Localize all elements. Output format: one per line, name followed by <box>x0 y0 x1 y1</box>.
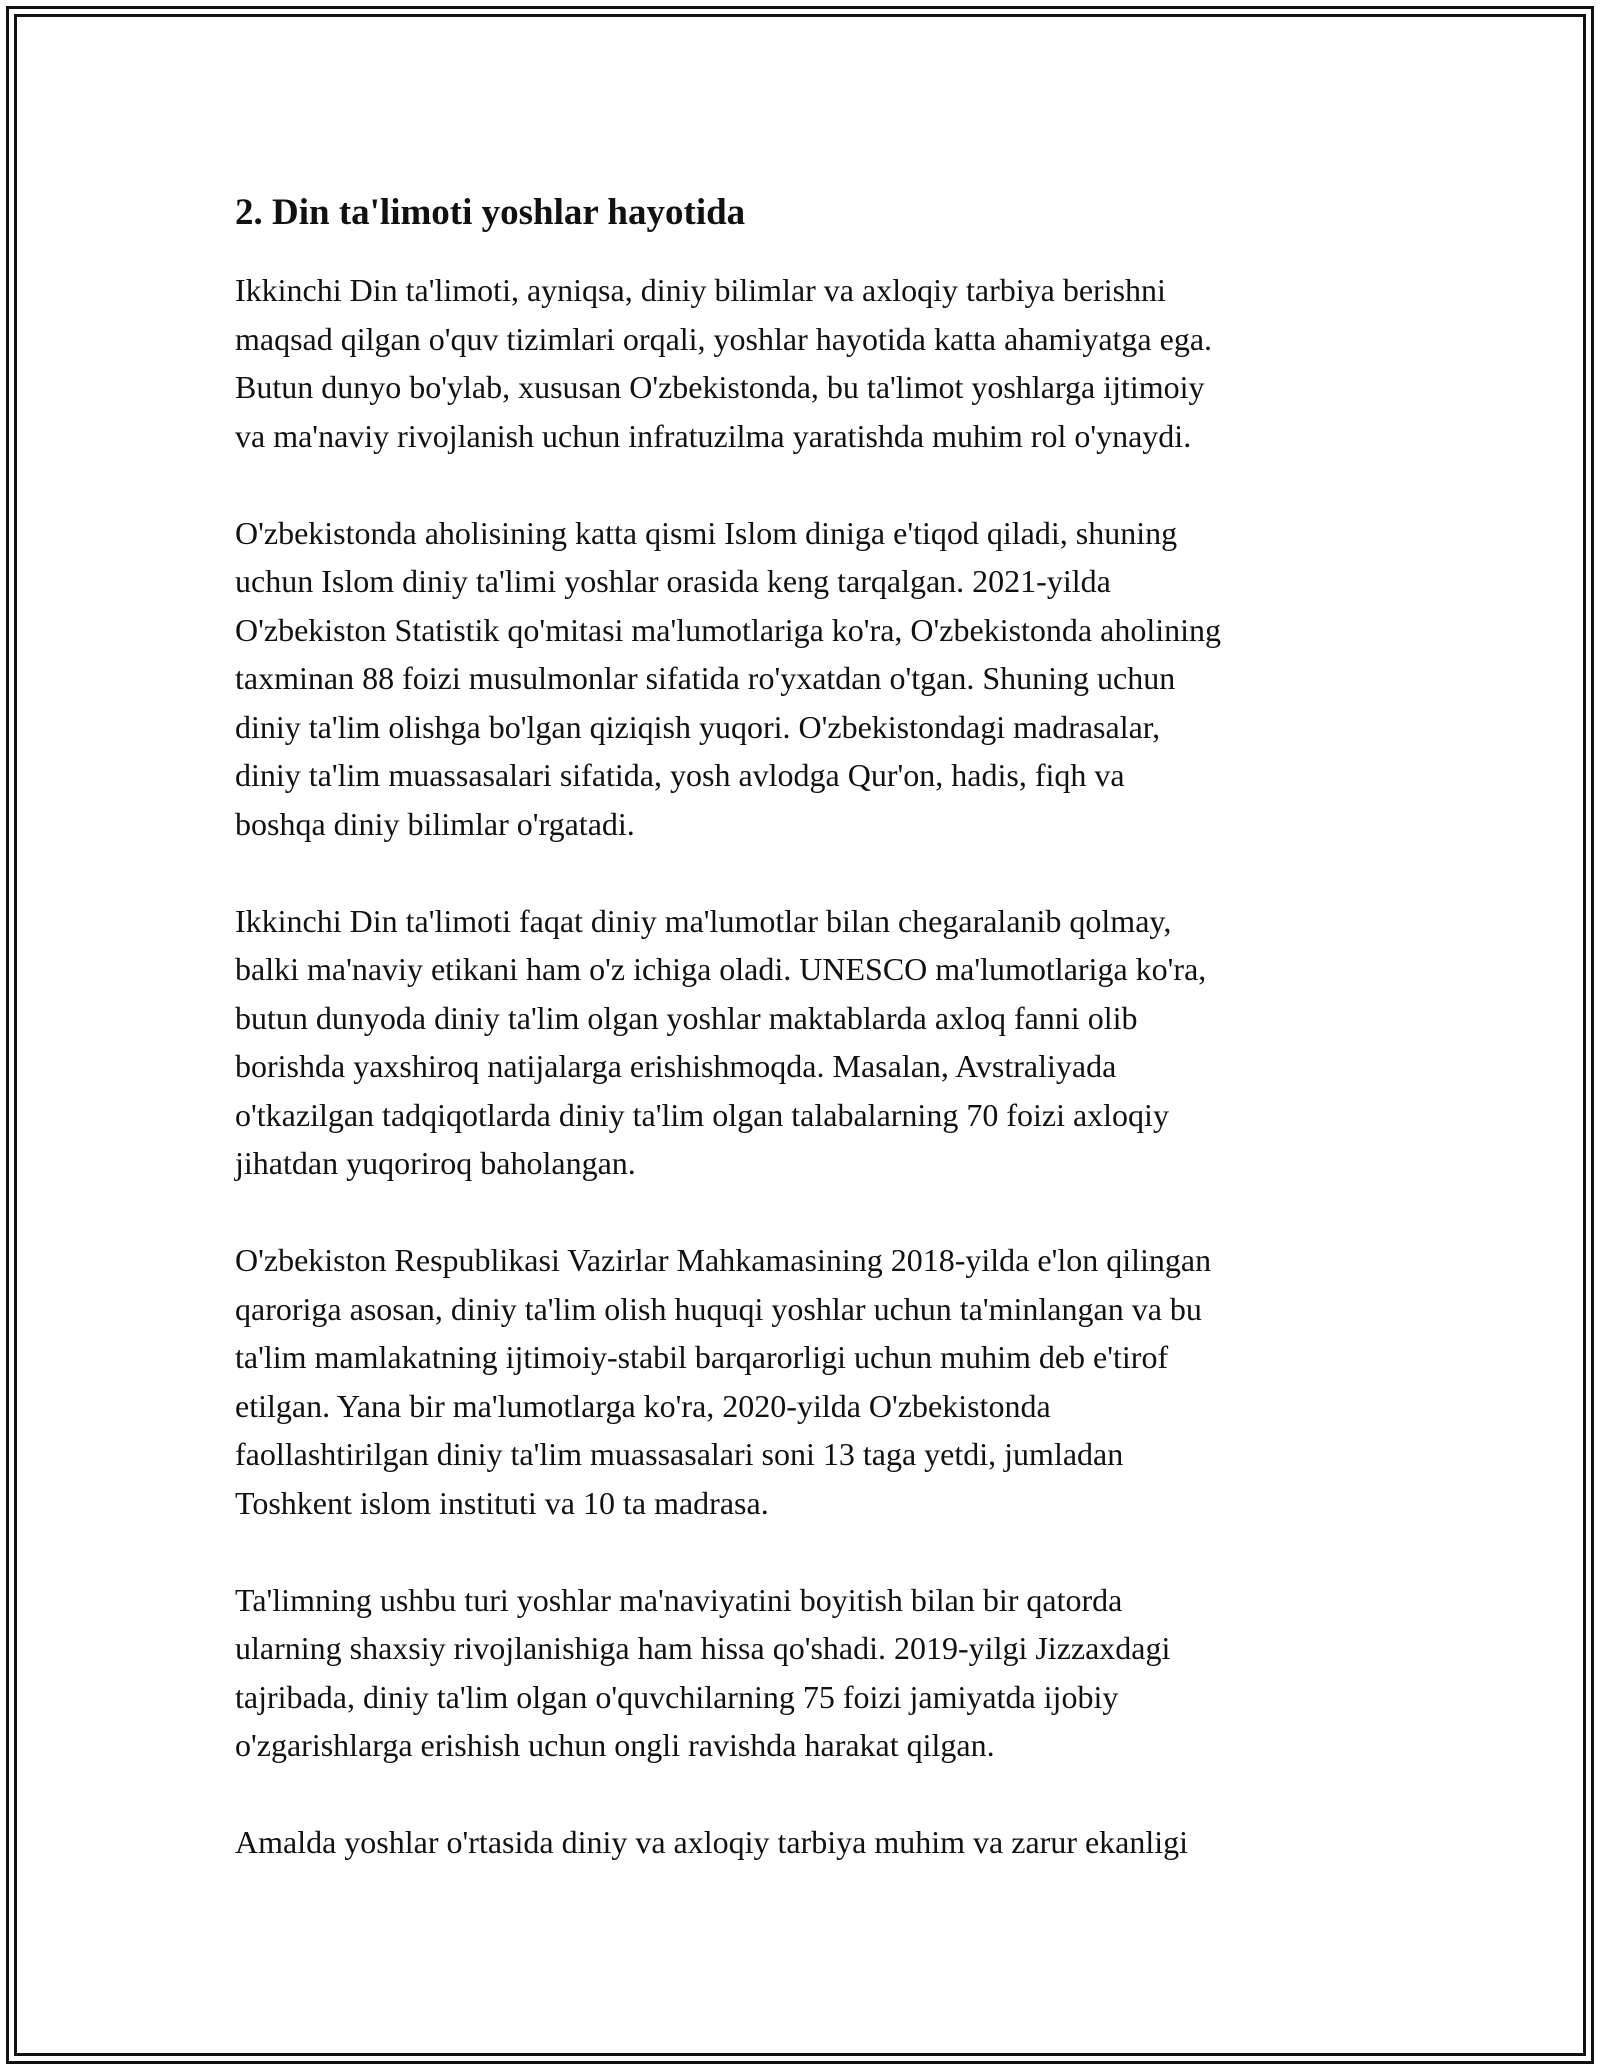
text-line: faollashtirilgan diniy ta'lim muassasalari soni 13 taga yetdi, jumladan <box>235 1436 1124 1472</box>
text-line: o'zgarishlarga erishish uchun ongli ravishda harakat qilgan. <box>235 1727 995 1763</box>
paragraph-1 <box>235 266 1385 460</box>
text-line: butun dunyoda diniy ta'lim olgan yoshlar maktablarda axloq fanni olib <box>235 999 1138 1036</box>
section-heading: 2. Din ta'limoti yoshlar hayotida <box>235 192 746 233</box>
text-line: boshqa diniy bilimlar o'rgatadi. <box>235 805 635 842</box>
text-line: borishda yaxshiroq natijalarga erishishmoqda. Masalan, Avstraliyada <box>235 1048 1117 1084</box>
text-line: tajribada, diniy ta'lim olgan o'quvchilarning 75 foizi jamiyatda ijobiy <box>235 1678 1119 1715</box>
text-line: va ma'naviy rivojlanish uchun infratuzilma yaratishda muhim rol o'ynaydi. <box>235 417 1192 454</box>
text-line: maqsad qilgan o'quv tizimlari orqali, yoshlar hayotida katta ahamiyatga ega. <box>235 320 1213 357</box>
text-line: ularning shaxsiy rivojlanishiga ham hissa qo'shadi. 2019-yilgi Jizzaxdagi <box>235 1630 1171 1666</box>
text-line: Ta'limning ushbu turi yoshlar ma'naviyatini boyitish bilan bir qatorda <box>235 1581 1123 1618</box>
text-line: Butun dunyo bo'ylab, xususan O'zbekistonda, bu ta'limot yoshlarga ijtimoiy <box>235 369 1205 405</box>
document-body <box>235 188 1385 1915</box>
text-line: Amalda yoshlar o'rtasida diniy va axloqiy tarbiya muhim va zarur ekanligi <box>235 1824 1189 1860</box>
text-line: Toshkent islom instituti va 10 ta madrasa. <box>235 1484 769 1521</box>
text-line: diniy ta'lim muassasalari sifatida, yosh avlodga Qur'on, hadis, fiqh va <box>235 757 1125 793</box>
text-line: jihatdan yuqoriroq baholangan. <box>235 1145 636 1181</box>
paragraph-5 <box>235 1576 1385 1770</box>
paragraph-2 <box>235 509 1385 849</box>
text-line: Ikkinchi Din ta'limoti, ayniqsa, diniy bilimlar va axloqiy tarbiya berishni <box>235 272 1166 308</box>
text-line: etilgan. Yana bir ma'lumotlarga ko'ra, 2020-yilda O'zbekistonda <box>235 1387 1051 1424</box>
text-line: O'zbekiston Respublikasi Vazirlar Mahkamasining 2018-yilda e'lon qilingan <box>235 1242 1212 1278</box>
text-line: ta'lim mamlakatning ijtimoiy-stabil barqarorligi uchun muhim deb e'tirof <box>235 1339 1169 1375</box>
text-line: taxminan 88 foizi musulmonlar sifatida ro'yxatdan o'tgan. Shuning uchun <box>235 660 1176 696</box>
paragraph-4 <box>235 1236 1385 1527</box>
paragraph-6 <box>235 1818 1385 1867</box>
text-line: qaroriga asosan, diniy ta'lim olish huquqi yoshlar uchun ta'minlangan va bu <box>235 1290 1202 1327</box>
text-line: O'zbekistonda aholisining katta qismi Islom diniga e'tiqod qiladi, shuning <box>235 514 1178 551</box>
text-line: o'tkazilgan tadqiqotlarda diniy ta'lim olgan talabalarning 70 foizi axloqiy <box>235 1096 1169 1133</box>
text-line: O'zbekiston Statistik qo'mitasi ma'lumotlariga ko'ra, O'zbekistonda aholining <box>235 611 1221 648</box>
text-line: Ikkinchi Din ta'limoti faqat diniy ma'lumotlar bilan chegaralanib qolmay, <box>235 902 1172 939</box>
text-line: balki ma'naviy etikani ham o'z ichiga oladi. UNESCO ma'lumotlariga ko'ra, <box>235 951 1207 987</box>
text-line: uchun Islom diniy ta'limi yoshlar orasida keng tarqalgan. 2021-yilda <box>235 563 1111 599</box>
text-line: diniy ta'lim olishga bo'lgan qiziqish yuqori. O'zbekistondagi madrasalar, <box>235 708 1161 745</box>
paragraph-3 <box>235 897 1385 1188</box>
